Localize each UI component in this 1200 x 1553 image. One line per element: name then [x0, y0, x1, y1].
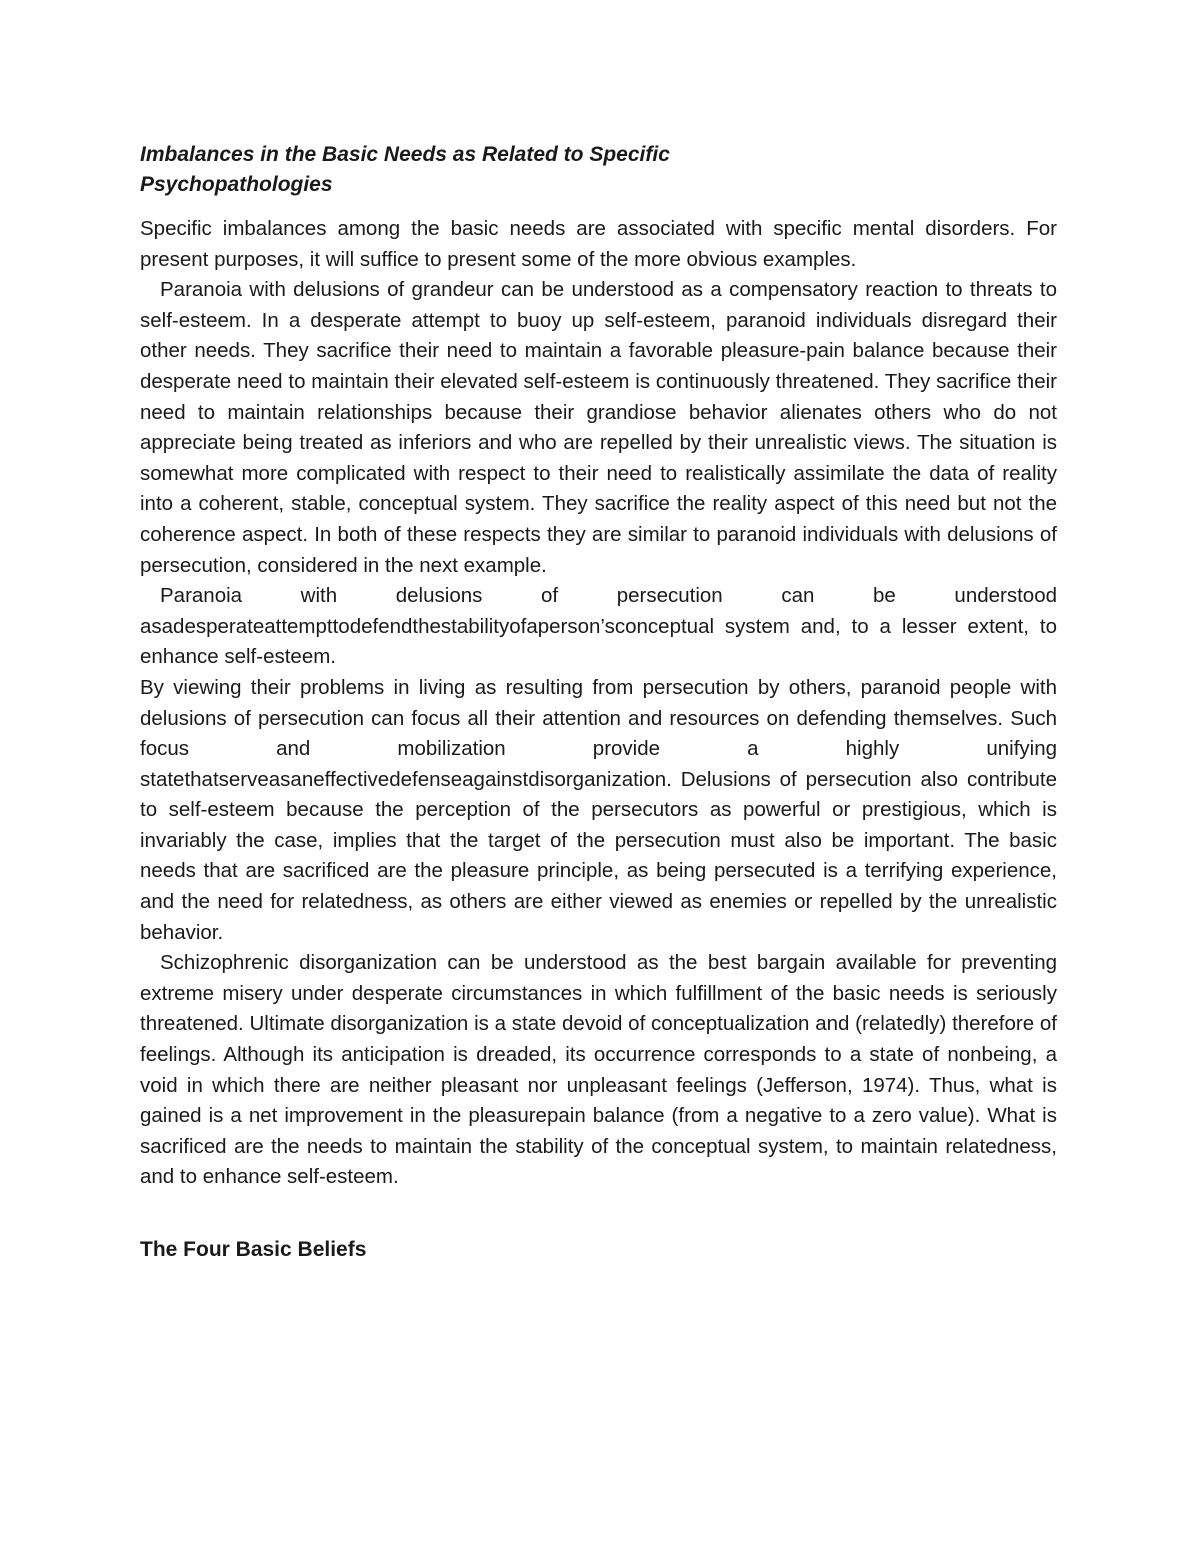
- paragraph-persecution: By viewing their problems in living as resulting from persecution by others, paranoid people with delusions of persecution can focus all their attention and resources on defending themselves. Such focus and mobilization provide a highly unifying statethatserveasaneffectivedefenseagainstdisorganization. Delusions of persecution also contribute to self-esteem because the perception of the persecutors as powerful or prestigious, which is invariably the case, implies that the target of the persecution must also be important. The basic needs that are sacrificed are the pleasure principle, as being persecuted is a terrifying experience, and the need for relatedness, as others are either viewed as enemies or repelled by the unrealistic behavior.: [140, 675, 1057, 944]
- paragraph-persecution-intro: Paranoia with delusions of persecution can be understood asadesperateattempttodefendthestabilityofaperson’sconceptual system and, to a lesser extent, to enhance self-esteem.: [140, 584, 1057, 669]
- paragraph-grandeur: Paranoia with delusions of grandeur can be understood as a compensatory reaction to threats to self-esteem. In a desperate attempt to buoy up self-esteem, paranoid individuals disregard their other needs. They sacrifice their need to maintain a favorable pleasure-pain balance because their desperate need to maintain their elevated self-esteem is continuously threatened. They sacrifice their need to maintain relationships because their grandiose behavior alienates others who do not appreciate being treated as inferiors and who are repelled by their unrealistic views. The situation is somewhat more complicated with respect to their need to realistically assimilate the data of reality into a coherent, stable, conceptual system. They sacrifice the reality aspect of this need but not the coherence aspect. In both of these respects they are similar to paranoid individuals with delusions of persecution, considered in the next example.: [140, 278, 1057, 577]
- paragraph-intro: Specific imbalances among the basic needs are associated with specific mental disorders. For present purposes, it will suffice to present some of the more obvious examples.: [140, 217, 1057, 271]
- document-title: Imbalances in the Basic Needs as Related to Specific Psychopathologies: [140, 143, 670, 196]
- paragraph-schizophrenic: Schizophrenic disorganization can be understood as the best bargain available for preventing extreme misery under desperate circumstances in which fulfillment of the basic needs is seriously threatened. Ultimate disorganization is a state devoid of conceptualization and (relatedly) therefore of feelings. Although its anticipation is dreaded, its occurrence corresponds to a state of nonbeing, a void in which there are neither pleasant nor unpleasant feelings (Jefferson, 1974). Thus, what is gained is a net improvement in the pleasurepain balance (from a negative to a zero value). What is sacrificed are the needs to maintain the stability of the conceptual system, to maintain relatedness, and to enhance self-esteem.: [140, 951, 1057, 1189]
- section-heading: The Four Basic Beliefs: [140, 1238, 367, 1261]
- document-page: [140, 140, 1057, 1265]
